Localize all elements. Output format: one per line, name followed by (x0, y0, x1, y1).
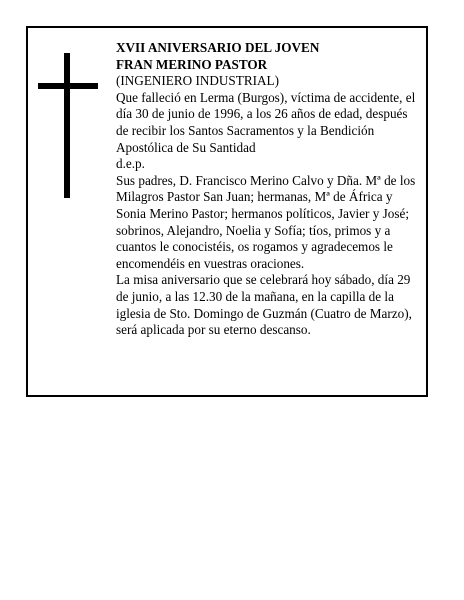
cross-vertical-bar (64, 53, 70, 198)
notice-death-paragraph: Que falleció en Lerma (Burgos), víctima de accidente, el día 30 de junio de 1996, a los 26 años de edad, después de recibir los Santos Sacramentos y la Bendición Apostólica de Su Santidad (116, 89, 416, 155)
notice-rip: d.e.p. (116, 156, 145, 172)
obituary-notice (26, 26, 428, 397)
cross-horizontal-bar (38, 83, 98, 89)
notice-text (116, 40, 422, 339)
cross-icon (38, 53, 98, 198)
notice-title-line-1: XVII ANIVERSARIO DEL JOVEN (116, 40, 320, 55)
notice-family-paragraph: Sus padres, D. Francisco Merino Calvo y Dña. Mª de los Milagros Pastor San Juan; hermanas, Mª de África y Sonia Merino Pastor; hermanos políticos, Javier y José; sobrinos, Alejandro, Noelia y Sofía; tíos, primos y a cuantos le conocistéis, os rogamos y agradecemos le encomendéis en vuestras oraciones. (116, 172, 416, 271)
notice-mass-paragraph: La misa aniversario que se celebrará hoy sábado, día 29 de junio, a las 12.30 de la mañana, en la capilla de la iglesia de Sto. Domingo de Guzmán (Cuatro de Marzo), será aplicada por su eterno descanso. (116, 272, 412, 338)
notice-title-line-2: FRAN MERINO PASTOR (116, 56, 268, 72)
notice-profession: (INGENIERO INDUSTRIAL) (116, 73, 279, 89)
